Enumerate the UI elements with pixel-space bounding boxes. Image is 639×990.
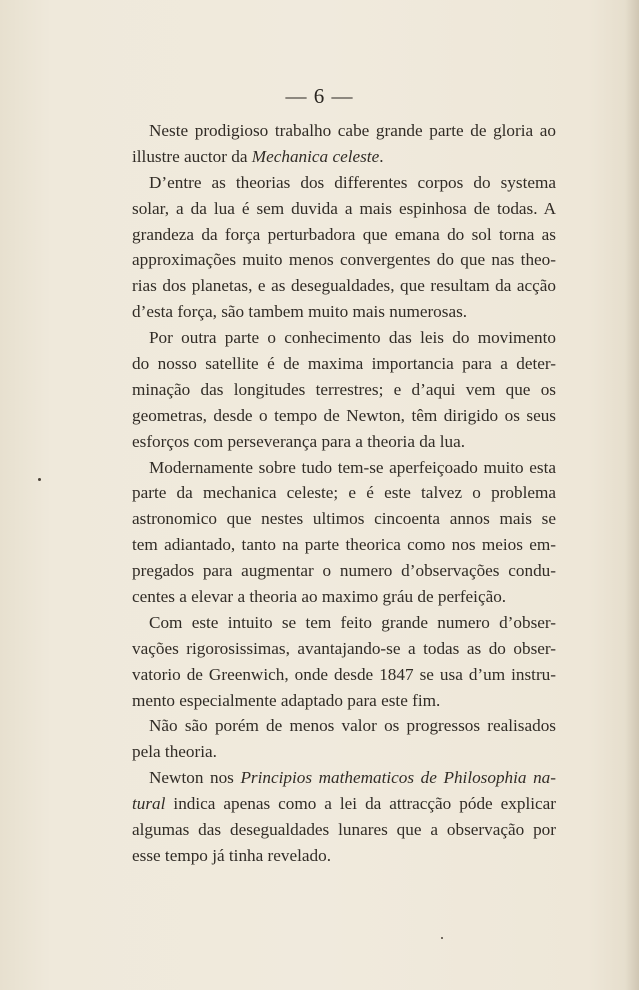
text-line bbox=[132, 429, 556, 455]
text-line bbox=[132, 610, 556, 636]
italic-text: Principios mathematicos de Philosophia na- bbox=[240, 768, 556, 788]
text-run: vações rigorosissimas, avantajando-se a todas as do obser- bbox=[132, 638, 556, 658]
text-line bbox=[132, 688, 556, 714]
text-run: Modernamente sobre tudo tem-se aperfeiçoado muito esta bbox=[149, 457, 556, 477]
text-run: D’entre as theorias dos differentes corpos do systema bbox=[149, 172, 556, 192]
page-edge-shadow bbox=[625, 0, 639, 990]
text-run: approximações muito menos convergentes do que nas theo- bbox=[132, 250, 556, 270]
text-run: mento especialmente adaptado para este fim. bbox=[132, 690, 441, 710]
text-run: Não são porém de menos valor os progressos realisados bbox=[149, 716, 556, 736]
text-run: pela theoria. bbox=[132, 742, 217, 762]
italic-text: Mechanica celeste bbox=[251, 146, 380, 166]
text-run: solar, a da lua é sem duvida a mais espinhosa de todas. A bbox=[132, 198, 556, 218]
text-line bbox=[132, 480, 556, 506]
text-line bbox=[132, 584, 556, 610]
text-line bbox=[132, 558, 556, 584]
text-run: . bbox=[379, 146, 384, 166]
text-run: Neste prodigioso trabalho cabe grande parte de gloria ao bbox=[149, 121, 556, 140]
text-line bbox=[132, 170, 556, 196]
paper-speck bbox=[38, 478, 41, 481]
text-line bbox=[132, 118, 556, 144]
page-number: — 6 — bbox=[285, 84, 354, 108]
text-line bbox=[132, 636, 556, 662]
text-line bbox=[132, 843, 556, 869]
text-run: Por outra parte o conhecimento das leis do movimento bbox=[149, 328, 556, 348]
text-line bbox=[132, 455, 556, 481]
text-line bbox=[132, 247, 556, 273]
text-line bbox=[132, 299, 556, 325]
text-line bbox=[132, 506, 556, 532]
text-run: esforços com perseverança para a theoria da lua. bbox=[132, 431, 466, 451]
text-run: vatorio de Greenwich, onde desde 1847 se usa d’um instru- bbox=[132, 664, 556, 684]
text-line bbox=[132, 765, 556, 791]
text-line bbox=[132, 817, 556, 843]
text-line bbox=[132, 791, 556, 817]
text-run: minação das longitudes terrestres; e d’aqui vem que os bbox=[132, 379, 556, 399]
text-run: illustre auctor da bbox=[132, 146, 252, 166]
text-line bbox=[132, 273, 556, 299]
text-line bbox=[132, 144, 556, 170]
text-run: do nosso satellite é de maxima importancia para a deter- bbox=[132, 354, 556, 374]
text-run: parte da mechanica celeste; e é este talvez o problema bbox=[132, 483, 556, 503]
text-run: pregados para augmentar o numero d’observações condu- bbox=[132, 561, 556, 581]
paper-speck bbox=[441, 937, 443, 939]
text-line bbox=[132, 532, 556, 558]
text-run: Com este intuito se tem feito grande numero d’obser- bbox=[149, 612, 556, 632]
text-line bbox=[132, 739, 556, 765]
text-run: algumas das desegualdades lunares que a observação por bbox=[132, 820, 556, 840]
text-run: rias dos planetas, e as desegualdades, que resultam da acção bbox=[132, 276, 556, 296]
text-run: indica apenas como a lei da attracção póde explicar bbox=[165, 794, 556, 814]
italic-text: tural bbox=[132, 794, 166, 814]
text-line bbox=[132, 403, 556, 429]
text-run: astronomico que nestes ultimos cincoenta annos mais se bbox=[132, 509, 556, 529]
text-line bbox=[132, 662, 556, 688]
text-run: tem adiantado, tanto na parte theorica como nos meios em- bbox=[132, 535, 556, 555]
text-line bbox=[132, 325, 556, 351]
text-line bbox=[132, 222, 556, 248]
text-line bbox=[132, 713, 556, 739]
text-run: Newton nos bbox=[149, 768, 241, 788]
text-run: esse tempo já tinha revelado. bbox=[132, 845, 332, 865]
text-line bbox=[132, 351, 556, 377]
text-run: centes a elevar a theoria ao maximo gráu de perfeição. bbox=[132, 587, 507, 607]
text-line bbox=[132, 377, 556, 403]
text-run: d’esta força, são tambem muito mais numerosas. bbox=[132, 302, 468, 322]
text-run: grandeza da força perturbadora que emana do sol torna as bbox=[132, 224, 556, 244]
text-run: geometras, desde o tempo de Newton, têm dirigido os seus bbox=[132, 405, 556, 425]
text-line bbox=[132, 196, 556, 222]
body-text bbox=[132, 118, 556, 869]
